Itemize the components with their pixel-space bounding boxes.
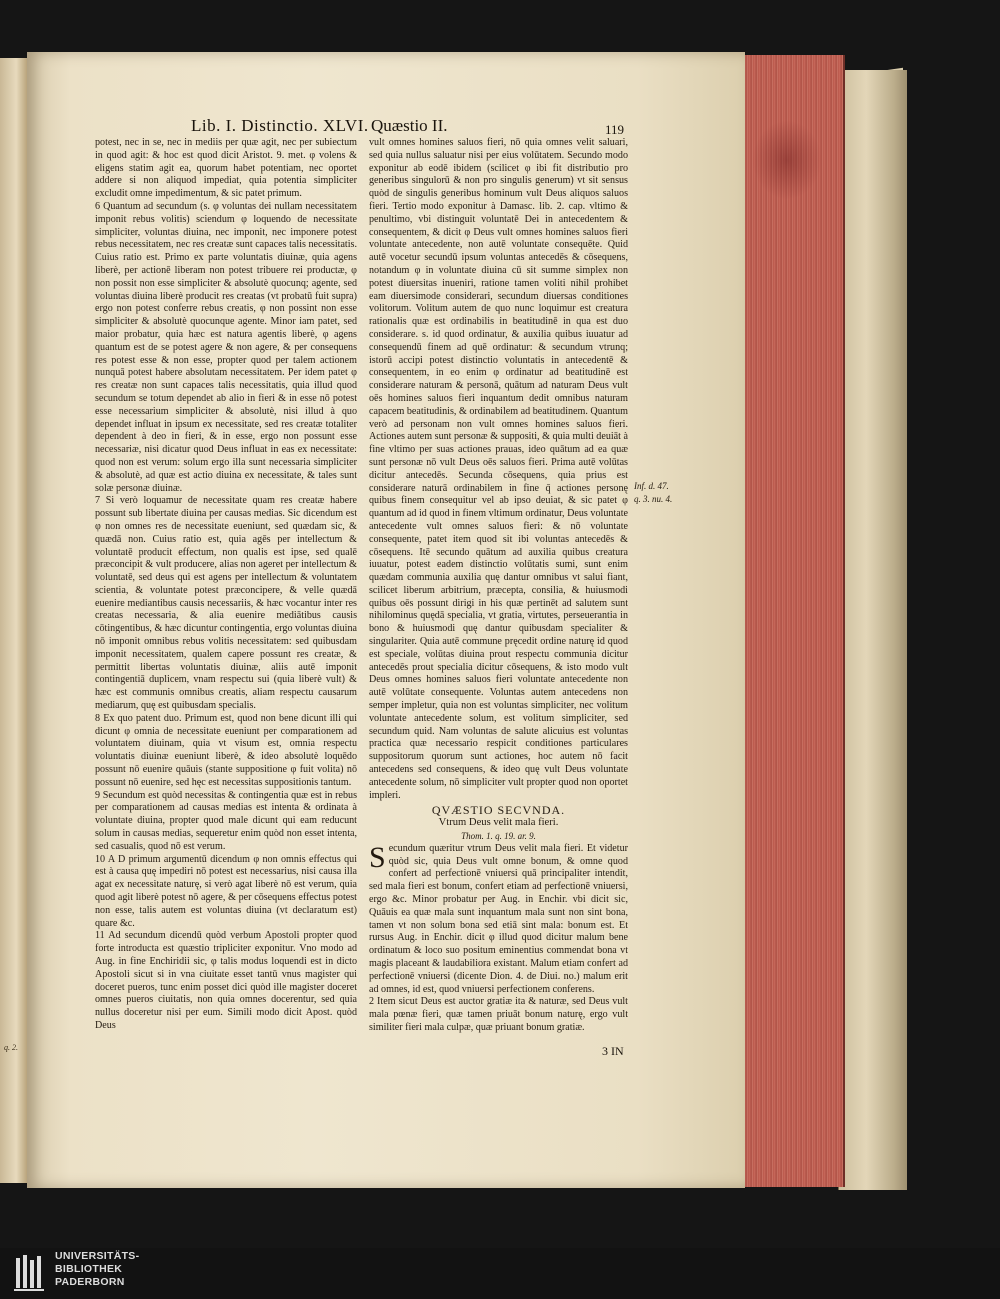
question-heading: QVÆSTIO SECVNDA.: [431, 803, 566, 818]
right-text-column: [369, 137, 628, 1035]
margin-note: [634, 480, 672, 506]
paragraph: 11 Ad secundum dicendū quòd verbum Apostoli propter quod forte introducta est quæstio tripliciter exponitur. Vno modo ad Aug. in fine Enchiridii sic, φ talis modus loquendi est in dicto Apostoli sicut si in vna ciuitate esset tantū vnus magister qui doceret pueros, tunc enim posset dici quòd ille magister doceret omnes pueros ciuitatis, non quia omnes docerentur, sed quia nullus doceretur nisi per eum. Simili modo dicit Apost. quòd Deus: [95, 930, 357, 1031]
question-paragraph: [369, 840, 628, 997]
paragraph: potest, nec in se, nec in mediis per quæ agit, nec per subiectum in quod agit: & hoc est quod dicit Aristot. 9. met. φ volens & eligens statim agit ea, quorum habet potentiam, nec oportet addere si non aliquod impediat, quia potentia simpliciter excludit omne impedimentum, & sic patet primum.: [95, 137, 357, 200]
question-reference: Thom. 1. q. 19. ar. 9.: [461, 831, 536, 842]
paragraph: 9 Secundum est quòd necessitas & contingentia quæ est in rebus per comparationem ad causas medias est intenta & ordinata à voluntate diuina, propter quod male dicunt qui eam reducunt solum in causas medias, sequeretur enim quòd non esset intenta, sed casualis, quod nō est verum.: [95, 789, 357, 852]
paragraph: vult omnes homines saluos fieri, nō quia omnes velit saluari, sed quia nullus saluatur nisi per eius volūtatem. Secundo modo exponitur ab eodē ibidem (scilicet φ ibi fit distributio pro generibus singulorū & non pro singulis generum) vt sit sensus quòd de singulis generibus hominum vult Deus aliquos saluos fieri. Tertio modo exponitur à Damasc. lib. 2. cap. vltimo & penultimo, vbi distinguit voluntatē Dei in antecedentem & consequentem, & dicit φ Deus vult omnes homines saluos fieri voluntate antecedente, non autē voluntate consequēte. Quid autē vocetur secundū ipsum voluntas antecedēs & cōsequens, notandum φ in voluntate diuina cū sit summe simplex non potest diuersitas inueniri, ratione tamen voliti nihil prohibet eam diuersimode considerari, secundum diuersas conditiones volitorum. Volitum autem de quo nunc loquimur est creatura rationalis quæ est ordinabilis in beatitudinē in qua est duo considerare. s. id quod ordinatur, & auxilia quibus iuuatur ad consequendū finem ad quē ordinatur: & secundum vtrunq; istorū accipi potest distinctio voluntatis in antecedentē & consequentem, in eo enim φ ordinatur ad beatitudinē est considerare naturam & personā, quātum ad naturam Deus vult oēs homines saluos fieri inquantum dedit omnibus naturam capacem beatitudinis, & ordinabilem ad beatitudinem. Quantum verò ad personam non vult omnes homines saluos fieri. Actiones autem sunt personæ & suppositi, & quia multi deuiāt à fine vltimo per suas actiones prauas, ideo quātum ad ea quæ sunt personæ nō vult Deus oēs saluos fieri. Prima autē volūtas dicitur antecedēs. Secunda cōsequens, quia prius est considerare naturā ordinabilem in fine q̄ actiones personę quibus finem consequitur vel ab ipso deuiat, & sic patet φ quantum ad id quod in finem vltimum ordinatur, Deus voluntate antecedente vult omnes saluos fieri: & nō voluntate consequente, patet item quod sit ibi voluntas antecedēs & cōsequens. Itē secundo quātum ad auxilia quibus creatura iuuatur, potest eadem distinctio volūtatis sumi, sunt enim quædam communia auxilia quę dantur omnibus vt salui fiant, scilicet liberum arbitrium, præcepta, consilia, & huiusmodi quibus oēs possunt dirigi in his quæ pertinēt ad salutem sunt nihilominus quędā specialia, vt gratia, virtutes, perseuerantia in bono & huiusmodi quę dantur quibusdam specialiter & singulariter. Quia autē commune pręcedit ordine naturę id quod est speciale, volūtas diuina prout respectu communia dicitur antecedēs prout specialia dicitur cōsequens, & isto modo vult Deus omnes homines saluos fieri voluntate antecedente non autē volūtate consequente. Voluntas autem antecedens non semper impletur, quia non est voluntas simpliciter, nec volitum voluntate antecedente solum, est volitum simpliciter, sed secundum quid. Nam voluntas de salute alicuius est voluntas practica quæ necessario respicit conditiones particulares suppositorum quorum sunt actiones, hoc autem nō facit antecedens sed consequens, & ideo quę vult Deus voluntate antecedente solum, nō simpliciter vult propter quod non oportet impleri.: [369, 137, 628, 801]
edge-stamp: [752, 120, 822, 200]
book-cover: [838, 70, 907, 1190]
left-text-column: [95, 137, 357, 1033]
running-head-question: Quæstio II.: [371, 116, 448, 135]
paragraph: 10 A D primum argumentū dicendum φ non omnis effectus qui est à causa quę impediri nō potest est necessarius, nisi causa illa agat ex necessitate naturę, si verò agat liberè nō est verum, quia quod agit liberè potest nō agere, & per cōsequens effectus potest non esse, talis autem est voluntas diuina (vt declaratum est) quare &c.: [95, 853, 357, 929]
question-paragraph-2: 2 Item sicut Deus est auctor gratiæ ita & naturæ, sed Deus vult mala pœnæ fieri, quæ tamen priuāt bonum naturę, ergo vult similiter fieri mala culpæ, quæ priuant bonum gratiæ.: [369, 996, 628, 1033]
library-logo-icon: [14, 1252, 48, 1292]
previous-page-edge: [0, 58, 28, 1183]
drop-capital: S: [369, 840, 386, 874]
paragraph: 8 Ex quo patent duo. Primum est, quod non bene dicunt illi qui dicunt φ omnia de necessitate eueniunt per comparationem ad voluntatem diuinam, quia vt visum est, omnia respectu voluntatis diuinæ eueniunt liberè, & ideo absolutè loquēdo possunt nō euenire quāuis (stante suppositione φ fuit volita) nō possunt nō euenire, sed hęc est necessitas suppositionis tantum.: [95, 712, 357, 788]
left-margin-note: q. 2.: [4, 1043, 18, 1052]
red-page-edges: [743, 55, 845, 1187]
library-footer: [0, 1248, 1000, 1299]
question-text: ecundum quæritur vtrum Deus velit mala fieri. Et videtur quòd sic, quia Deus vult omne bonum, & omne quod confert ad perfectionē vniuersi quā principaliter intendit, sed mala fieri est bonum, confert etiam ad perfectionē vniuersi, ergo &c. Minor probatur per Aug. in Enchir. vbi dicit sic, Quāuis ea quæ mala sunt inquantum mala sunt non sint bona, tamen vt non solum bona sed etiā sint mala: bonum est. Et rursus Aug. in Enchir. dicit φ illud quod dicitur malum bene ordinatum & loco suo positum eminentius commendat bona vt magis placeant & laudabiliora existant. Malum etiam confert ad perfectionē vniuersi (dicente Dion. 4. de Diui. no.) malum erit ad omnes, id est, quod vniuersi perfectionem conferens.: [369, 842, 628, 995]
question-subtitle: Vtrum Deus velit mala fieri.: [438, 817, 559, 829]
catchword: 3 IN: [602, 1044, 624, 1058]
library-name-line: BIBLIOTHEK: [55, 1263, 123, 1275]
library-name: [55, 1250, 139, 1289]
margin-note-line: Inf. d. 47.: [634, 481, 669, 491]
library-name-line: UNIVERSITÄTS-: [55, 1250, 140, 1262]
paragraph: 7 Si verò loquamur de necessitate quam res creatæ habere possunt sub libertate diuina per causas medias. Sic dicendum est φ non omnes res de necessitate eueniunt, sed quædam sic, & quædā non. Cuius ratio est, quia agēs per intellectum & voluntatē producit effectum, non qualis est ipse, sed qualē præconcipit & vult producere, alias non ageret per intellectum & voluntatē, sed deus qui est agens per intellectum & voluntatem scientia, & voluntate potest præconcipere, & velle quædā euenire mediantibus causis necessariis, & hæc vocantur inter res creatas necessaria, & alia euenire mediātibus causis cōtingentibus, & hæc dicuntur contingentia, ergo voluntas diuina nō imponit omnibus rebus volitis necessitatem: sed quibusdam imponit necessitatem, qualem capere possunt res creatæ, & permittit libertas voluntatis diuinæ, aliis autē imponit contingentiā duplicem, vnam respectu sui (quia liberè vult) & hæc est communis omnibus creatis, aliam respectu causarum mediarum, quę est quibusdam specialis.: [95, 495, 357, 712]
folio-number: 119: [605, 122, 625, 137]
paragraph: 6 Quantum ad secundum (s. φ voluntas dei nullam necessitatem imponit rebus volitis) sciendum φ loquendo de necessitate simpliciter, voluntas diuina, nec imponit, nec imponere potest rebus necessitatem, nec res creatæ sunt capaces talis necessitatis. Cuius ratio est. Primo ex parte voluntatis diuinæ, quia agens liberè, per actionē liberam non potest tribuere rei productæ, φ non possit non esse simpliciter & absolutè quocunq; agente, sed voluntas diuina liberè producit res creatas (vt probatū fuit supra) ergo non potest conferre rebus creatis, φ non possint non esse simpliciter & absolutè quocunque agente. Minor iam patet, sed maior probatur, quia hæc est natura agentis liberè, φ agens quantum est de se potest agere & non agere, & per consequens res potest esse & non esse, propter quod per talem actionem nunquā potest habere absolutam necessitatem. Per idem patet φ res creatæ non sunt capaces talis necessitatis, quia illud quod secundum se totum dependet ab alio in fieri & in esse nō potest esse necessarium simpliciter & absolutè, nisi illud à quo dependet influat in ipsum ex necessitate, sed res creatæ totaliter dependent à deo in fieri, & in esse, ergo non possunt esse necessariæ, nisi dicatur quod Deus influat in eas ex necessitate: quod non est verum: solum ergo illa sunt necessaria simpliciter & absolutè, ad quæ est actio diuina ex necessitate, & tales sunt solæ personæ diuinæ.: [95, 200, 357, 494]
library-name-line: PADERBORN: [55, 1276, 125, 1288]
running-head-left: Lib. I. Distinctio. XLVI.: [191, 116, 369, 135]
margin-note-line: q. 3. nu. 4.: [634, 494, 673, 504]
